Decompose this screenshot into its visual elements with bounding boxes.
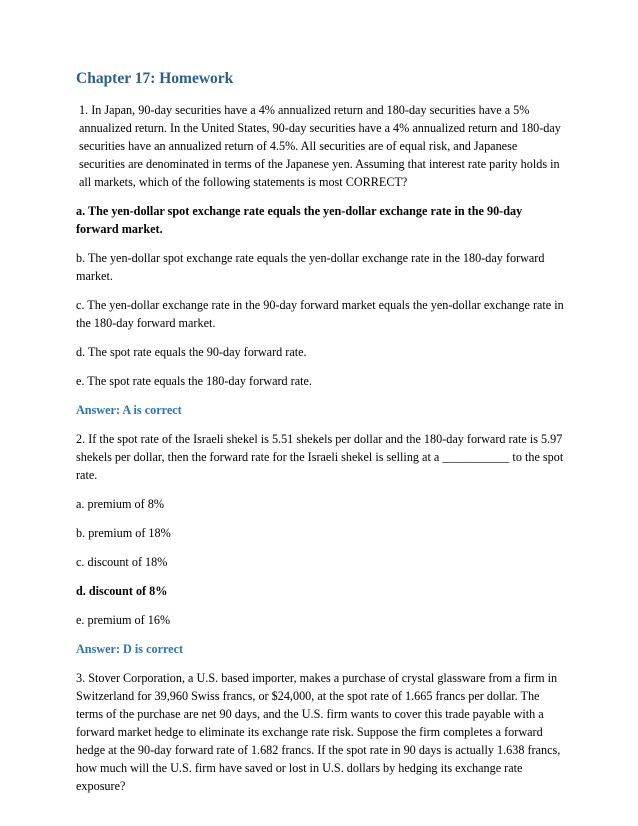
question-2-option-d: d. discount of 8% — [76, 584, 168, 598]
question-2-option-a: a. premium of 8% — [76, 497, 164, 511]
question-1-option-a: a. The yen-dollar spot exchange rate equals the yen-dollar exchange rate in the 90-day forward market. — [76, 204, 523, 236]
document-page — [76, 70, 566, 806]
question-2-text: 2. If the spot rate of the Israeli shekel is 5.51 shekels per dollar and the 180-day forward rate is 5.97 shekels per dollar, then the forward rate for the Israeli shekel is selling at a ___________ to the spot rate. — [76, 432, 564, 482]
question-1-option-c: c. The yen-dollar exchange rate in the 90-day forward market equals the yen-dollar exchange rate in the 180-day forward market. — [76, 298, 564, 330]
question-3-text: 3. Stover Corporation, a U.S. based importer, makes a purchase of crystal glassware from a firm in Switzerland for 39,960 Swiss francs, or $24,000, at the spot rate of 1.665 francs per dollar. The terms of the purchase are net 90 days, and the U.S. firm wants to cover this trade payable with a forward market hedge to eliminate its exchange rate risk. Suppose the firm completes a forward hedge at the 90-day forward rate of 1.682 francs. If the spot rate in 90 days is actually 1.638 francs, how much will the U.S. firm have saved or lost in U.S. dollars by hedging its exchange rate exposure? — [76, 671, 561, 793]
question-2-answer: Answer: D is correct — [76, 642, 184, 656]
question-2-option-e: e. premium of 16% — [76, 613, 171, 627]
question-1-option-d: d. The spot rate equals the 90-day forward rate. — [76, 345, 307, 359]
page-title: Chapter 17: Homework — [76, 70, 234, 87]
question-1-option-e: e. The spot rate equals the 180-day forward rate. — [76, 374, 312, 388]
question-1-answer: Answer: A is correct — [76, 403, 182, 417]
question-1-option-b: b. The yen-dollar spot exchange rate equals the yen-dollar exchange rate in the 180-day forward market. — [76, 251, 545, 283]
question-2-option-c: c. discount of 18% — [76, 555, 168, 569]
question-2-option-b: b. premium of 18% — [76, 526, 171, 540]
question-1-text: 1. In Japan, 90-day securities have a 4% annualized return and 180-day securities have a 5% annualized return. In the United States, 90-day securities have a 4% annualized return and 180-day securities have an annualized return of 4.5%. All securities are of equal risk, and Japanese securities are denominated in terms of the Japanese yen. Assuming that interest rate parity holds in all markets, which of the following statements is most CORRECT? — [79, 103, 561, 189]
